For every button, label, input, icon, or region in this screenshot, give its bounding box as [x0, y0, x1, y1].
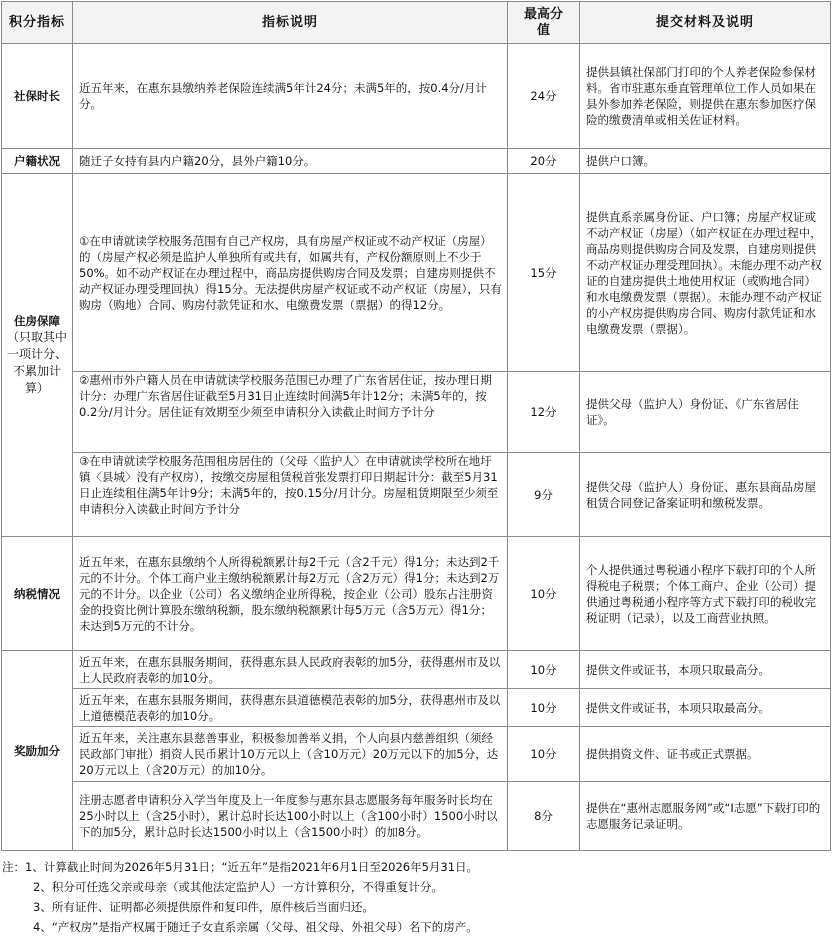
score-tax: 10分	[508, 537, 580, 651]
materials-reward-government: 提供文件或证书，本项只取最高分。	[580, 651, 831, 689]
description-housing-rental-text: ③在申请就读学校服务范围租房居住的（父母〈监护人〉在申请就读学校所在地圩镇〈县城〉没有产权房），按缴交房屋租赁税首张发票打印日期起计分：截至5月31日止连续租住满5年计9分；未满5年的，按0.15分/月计分。房屋租赁期限至少须至申请积分入读截止时间方予计分	[79, 454, 499, 516]
row-reward-3	[2, 727, 831, 782]
row-housing-3	[2, 453, 831, 537]
category-reward: 奖励加分	[2, 651, 73, 851]
materials-housing-residence-permit: 提供父母（监护人）身份证、《广东省居住证》。	[580, 372, 831, 453]
category-housing-note: （只取其中一项计分、不累加计算）	[6, 330, 67, 395]
category-social-insurance: 社保时长	[2, 44, 73, 149]
category-housing	[2, 174, 73, 537]
footnote-3: 3、所有证件、证明都必须提供原件和复印件，原件核后当面归还。	[33, 900, 374, 914]
score-reward-moral-model: 10分	[508, 689, 580, 727]
header-indicator: 积分指标	[2, 2, 73, 44]
row-tax	[2, 537, 831, 651]
materials-housing-owned: 提供直系亲属身份证、户口簿；房屋产权证或不动产权证（房屋）（如产权证在办理过程中，商品房则提供购房合同及发票，自建房则提供不动产权证办理受理回执）。未能办理不动产权证的自建房提供土地使用权证（或购地合同）和水电缴费发票（票据）。未能办理不动产权证的小产权房提供购房合同、购房付款凭证和水电缴费发票（票据）。	[580, 174, 831, 372]
row-housing-1	[2, 174, 831, 372]
description-reward-volunteer: 注册志愿者申请积分入学当年度及上一年度参与惠东县志愿服务每年服务时长均在25小时以上（含25小时），累计总时长达100小时以上（含100小时）1500小时以下的加5分，累计总时长达1500小时以上（含1500小时）的加8分。	[73, 782, 508, 851]
description-reward-moral-model: 近五年来，在惠东县服务期间，获得惠东县道德模范表彰的加5分，获得惠州市及以上道德模范表彰的加10分。	[73, 689, 508, 727]
description-housing-owned: ①在申请就读学校服务范围有自己产权房，具有房屋产权证或不动产权证（房屋）的（房屋产权必须是监护人单独所有或共有，如属共有，产权份额原则上不少于50%。如不动产权证在办理过程中，商品房提供购房合同及发票；自建房则提供不动产权证办理受理回执）得15分。无法提供房屋产权证或不动产权证（房屋），只有购房（购地）合同、购房付款凭证和水、电缴费发票（票据）的得12分。	[73, 174, 508, 372]
category-hukou: 户籍状况	[2, 149, 73, 174]
score-housing-rental: 9分	[508, 453, 580, 537]
row-reward-4	[2, 782, 831, 851]
header-max-score: 最高分值	[508, 2, 580, 44]
description-reward-government: 近五年来，在惠东县服务期间，获得惠东县人民政府表彰的加5分，获得惠州市及以上人民政府表彰的加10分。	[73, 651, 508, 689]
row-reward-1	[2, 651, 831, 689]
footnote-1: 注：1、计算截止时间为2026年5月31日；“近五年”是指2021年6月1日至2026年5月31日。	[2, 860, 479, 874]
materials-hukou: 提供户口簿。	[580, 149, 831, 174]
header-row	[2, 2, 831, 44]
score-social-insurance: 24分	[508, 44, 580, 149]
description-reward-charity: 近五年来，关注惠东县慈善事业，积极参加善举义捐，个人向县内慈善组织（须经民政部门审批）捐资人民币累计10万元以上（含10万元）20万元以下的加5分，达20万元以上（含20万元）的加10分。	[73, 727, 508, 782]
score-housing-owned: 15分	[508, 174, 580, 372]
description-housing-residence-permit	[73, 372, 508, 453]
row-social-insurance	[2, 44, 831, 149]
footnote-2: 2、积分可任选父亲或母亲（或其他法定监护人）一方计算积分，不得重复计分。	[33, 880, 443, 894]
score-reward-volunteer: 8分	[508, 782, 580, 851]
materials-tax: 个人提供通过粤税通小程序下载打印的个人所得税电子税票；个体工商户、企业（公司）提供通过粤税通小程序等方式下载打印的税收完税证明（记录），以及工商营业执照。	[580, 537, 831, 651]
materials-housing-rental: 提供父母（监护人）身份证、惠东县商品房屋租赁合同登记备案证明和缴税发票。	[580, 453, 831, 537]
description-tax: 近五年来，在惠东县缴纳个人所得税额累计每2千元（含2千元）得1分；未达到2千元的不计分。个体工商户业主缴纳税额累计每2万元（含2万元）得1分；未达到2万元的不计分。以企业（公司）名义缴纳企业所得税，按企业（公司）股东占注册资金的投资比例计算股东缴纳税额，股东缴纳税额累计每5万元（含5万元）得1分；未达到5万元的不计分。	[73, 537, 508, 651]
description-social-insurance: 近五年来，在惠东县缴纳养老保险连续满5年计24分；未满5年的，按0.4分/月计分。	[73, 44, 508, 149]
materials-reward-volunteer: 提供在“惠州志愿服务网”或“I志愿”下载打印的志愿服务记录证明。	[580, 782, 831, 851]
description-housing-rental	[73, 453, 508, 537]
header-description: 指标说明	[73, 2, 508, 44]
category-housing-title: 住房保障	[14, 314, 60, 328]
materials-reward-moral-model: 提供文件或证书，本项只取最高分。	[580, 689, 831, 727]
footnote-4: 4、“产权房”是指产权属于随迁子女直系亲属（父母、祖父母、外祖父母）名下的房产。	[33, 920, 478, 934]
score-hukou: 20分	[508, 149, 580, 174]
footnotes	[2, 857, 830, 937]
row-reward-2	[2, 689, 831, 727]
description-hukou: 随迁子女持有县内户籍20分，县外户籍10分。	[73, 149, 508, 174]
materials-social-insurance: 提供县镇社保部门打印的个人养老保险参保材料。省市驻惠东垂直管理单位工作人员如果在县外参加养老保险，则提供在惠东参加医疗保险的缴费清单或相关佐证材料。	[580, 44, 831, 149]
score-reward-government: 10分	[508, 651, 580, 689]
header-materials: 提交材料及说明	[580, 2, 831, 44]
scoring-table	[1, 1, 831, 851]
category-tax: 纳税情况	[2, 537, 73, 651]
score-reward-charity: 10分	[508, 727, 580, 782]
row-housing-2	[2, 372, 831, 453]
description-housing-residence-permit-text: ②惠州市外户籍人员在申请就读学校服务范围已办理了广东省居住证，按办理日期计分：办理广东省居住证截至5月31日止连续时间满5年计12分；未满5年的，按0.2分/月计分。居住证有效期至少须至申请积分入读截止时间方予计分	[79, 373, 492, 419]
materials-reward-charity: 提供捐资文件、证书或正式票据。	[580, 727, 831, 782]
row-hukou	[2, 149, 831, 174]
score-housing-residence-permit: 12分	[508, 372, 580, 453]
